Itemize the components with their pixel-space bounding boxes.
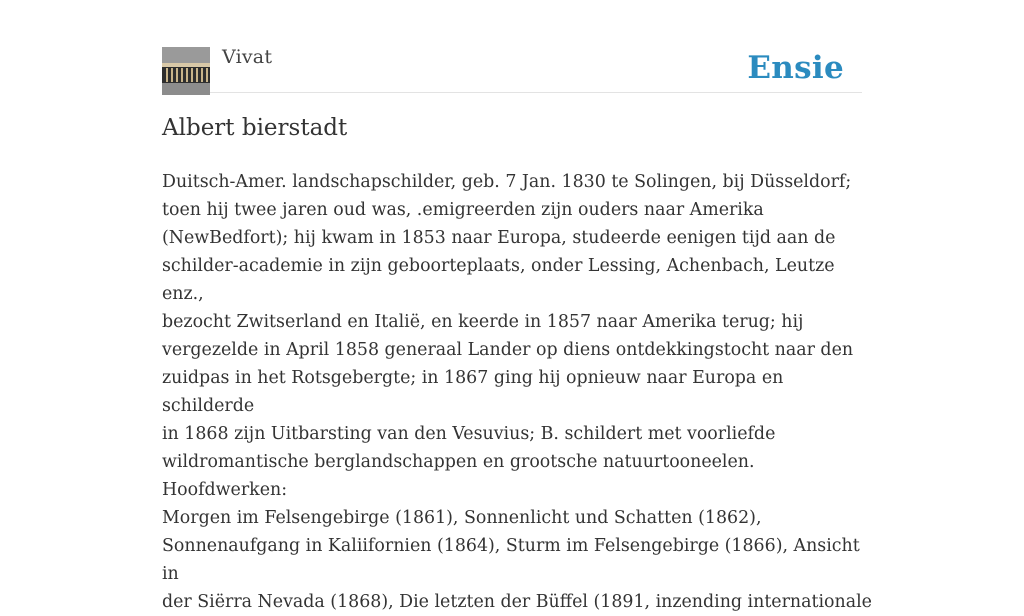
brand-logo[interactable]: Ensie [747,50,844,86]
article-line: der Siërra Nevada (1868), Die letzten der Büffel (1891, inzending internationale [162,592,872,612]
article-line: Duitsch-Amer. landschapschilder, geb. 7 Jan. 1830 te Solingen, bij Düsseldorf; [162,172,852,192]
article-line: Morgen im Felsengebirge (1861), Sonnenlicht und Schatten (1862), [162,508,762,528]
article-line: wildromantische berglandschappen en grootsche natuurtooneelen. Hoofdwerken: [162,452,755,500]
article-line: (NewBedfort); hij kwam in 1853 naar Europa, studeerde eenigen tijd aan de [162,228,836,248]
article-line: Sonnenaufgang in Kaliifornien (1864), Sturm im Felsengebirge (1866), Ansicht in [162,536,860,584]
avatar[interactable] [162,47,210,95]
page-title: Albert bierstadt [162,115,348,141]
article-line: in 1868 zijn Uitbarsting van den Vesuvius; B. schildert met voorliefde [162,424,776,444]
article-line: bezocht Zwitserland en Italië, en keerde in 1857 naar Amerika terug; hij [162,312,804,332]
article-line: schilder-academie in zijn geboorteplaats, onder Lessing, Achenbach, Leutze enz., [162,256,835,304]
source-name[interactable]: Vivat [222,46,273,68]
article-line: zuidpas in het Rotsgebergte; in 1867 ging hij opnieuw naar Europa en schilderde [162,368,784,416]
book-spines-icon [162,47,210,95]
article-body [162,168,872,616]
site-header [162,46,862,93]
article-line: toen hij twee jaren oud was, .emigreerden zijn ouders naar Amerika [162,200,764,220]
article-line: vergezelde in April 1858 generaal Lander op diens ontdekkingstocht naar den [162,340,854,360]
